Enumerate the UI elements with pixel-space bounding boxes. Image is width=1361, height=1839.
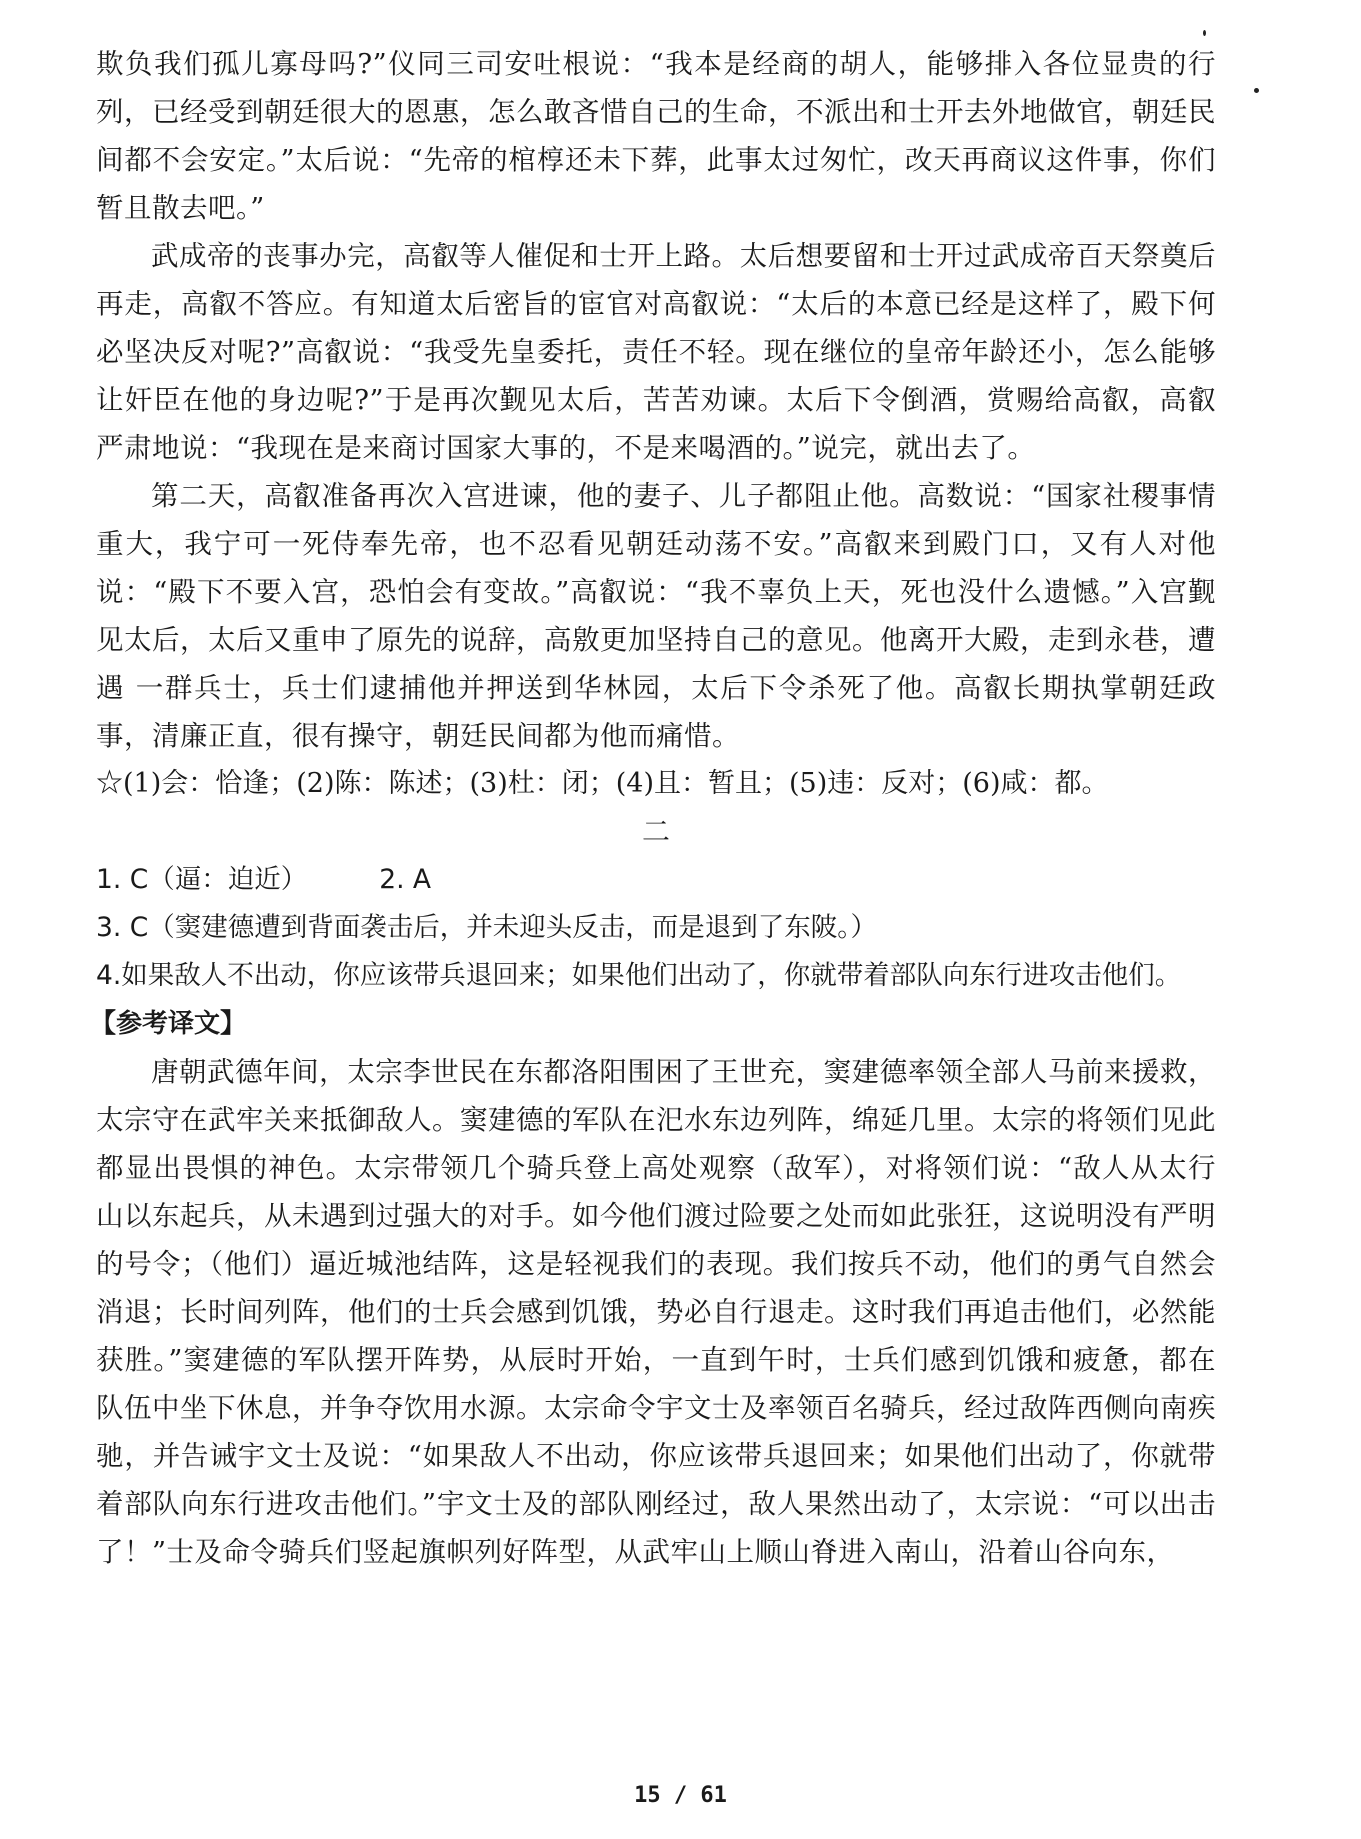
translation-paragraph: 唐朝武德年间，太宗李世民在东都洛阳围困了王世充，窦建德率领全部人马前来援救，太宗守在武牢关来抵御敌人。窦建德的军队在汜水东边列阵，绵延几里。太宗的将领们见此都显出畏惧的神色。太宗带领几个骑兵登上高处观察（敌军），对将领们说：“敌人从太行山以东起兵，从未遇到过强大的对手。如今他们渡过险要之处而如此张狂，这说明没有严明的号令；（他们）逼近城池结阵，这是轻视我们的表现。我们按兵不动，他们的勇气自然会消退；长时间列阵，他们的士兵会感到饥饿，势必自行退走。这时我们再追击他们，必然能获胜。”窦建德的军队摆开阵势，从辰时开始，一直到午时，士兵们感到饥饿和疲惫，都在队伍中坐下休息，并争夺饮用水源。太宗命令宇文士及率领百名骑兵，经过敌阵西侧向南疾驰，并告诫宇文士及说：“如果敌人不出动，你应该带兵退回来；如果他们出动了，你就带着部队向东行进攻击他们。”宇文士及的部队刚经过，敌人果然出动了，太宗说：“可以出击了！”士及命令骑兵们竖起旗帜列好阵型，从武牢山上顺山脊进入南山，沿着山谷向东，: [96, 1056, 1216, 1568]
document-page: [90, 40, 1216, 1576]
answer-3: 3. C（窦建德遭到背面袭击后，并未迎头反击，而是退到了东陂。）: [96, 912, 877, 943]
answer-1: 1. C（逼：迫近）: [96, 864, 308, 895]
page-number: 15 / 61: [634, 1783, 727, 1808]
scan-speck: [1254, 88, 1259, 93]
word-gloss-line: ☆(1)会：恰逢；(2)陈：陈述；(3)杜：闭；(4)且：暂且；(5)违：反对；(6)咸：都。: [96, 768, 1109, 799]
answer-4: 4.如果敌人不出动，你应该带兵退回来；如果他们出动了，你就带着部队向东行进攻击他们。: [96, 960, 1182, 991]
paragraph-next-day: 第二天，高叡准备再次入宫进谏，他的妻子、儿子都阻止他。高数说：“国家社稷事情重大，我宁可一死侍奉先帝，也不忍看见朝廷动荡不安。”高叡来到殿门口，又有人对他说：“殿下不要入宫，恐怕会有变故。”高叡说：“我不辜负上天，死也没什么遗憾。”入宫觐见太后，太后又重申了原先的说辞，高敫更加坚持自己的意见。他离开大殿，走到永巷，遭遇 一群兵士，兵士们逮捕他并押送到华林园，太后下令杀死了他。高叡长期执掌朝廷政事，清廉正直，很有操守，朝廷民间都为他而痛惜。: [96, 480, 1216, 752]
reference-translation-title: 【参考译文】: [90, 1009, 247, 1039]
paragraph-continued: 欺负我们孤儿寡母吗?”仪同三司安吐根说：“我本是经商的胡人，能够排入各位显贵的行列，已经受到朝廷很大的恩惠，怎么敢吝惜自己的生命，不派出和士开去外地做官，朝廷民间都不会安定。”太后说：“先帝的棺椁还未下葬，此事太过匆忙，改天再商议这件事，你们暂且散去吧。”: [96, 48, 1216, 224]
section-heading: 二: [641, 815, 670, 848]
paragraph-funeral: 武成帝的丧事办完，高叡等人催促和士开上路。太后想要留和士开过武成帝百天祭奠后再走，高叡不答应。有知道太后密旨的宦官对高叡说：“太后的本意已经是这样了，殿下何必坚决反对呢?”高叡说：“我受先皇委托，责任不轻。现在继位的皇帝年龄还小，怎么能够让奸臣在他的身边呢?”于是再次觐见太后，苦苦劝谏。太后下令倒酒，赏赐给高叡，高叡严肃地说：“我现在是来商讨国家大事的，不是来喝酒的。”说完，就出去了。: [96, 240, 1216, 464]
answer-line-1-2: [96, 856, 1216, 904]
answer-2: 2. A: [379, 864, 432, 895]
scan-speck: [1203, 30, 1206, 36]
